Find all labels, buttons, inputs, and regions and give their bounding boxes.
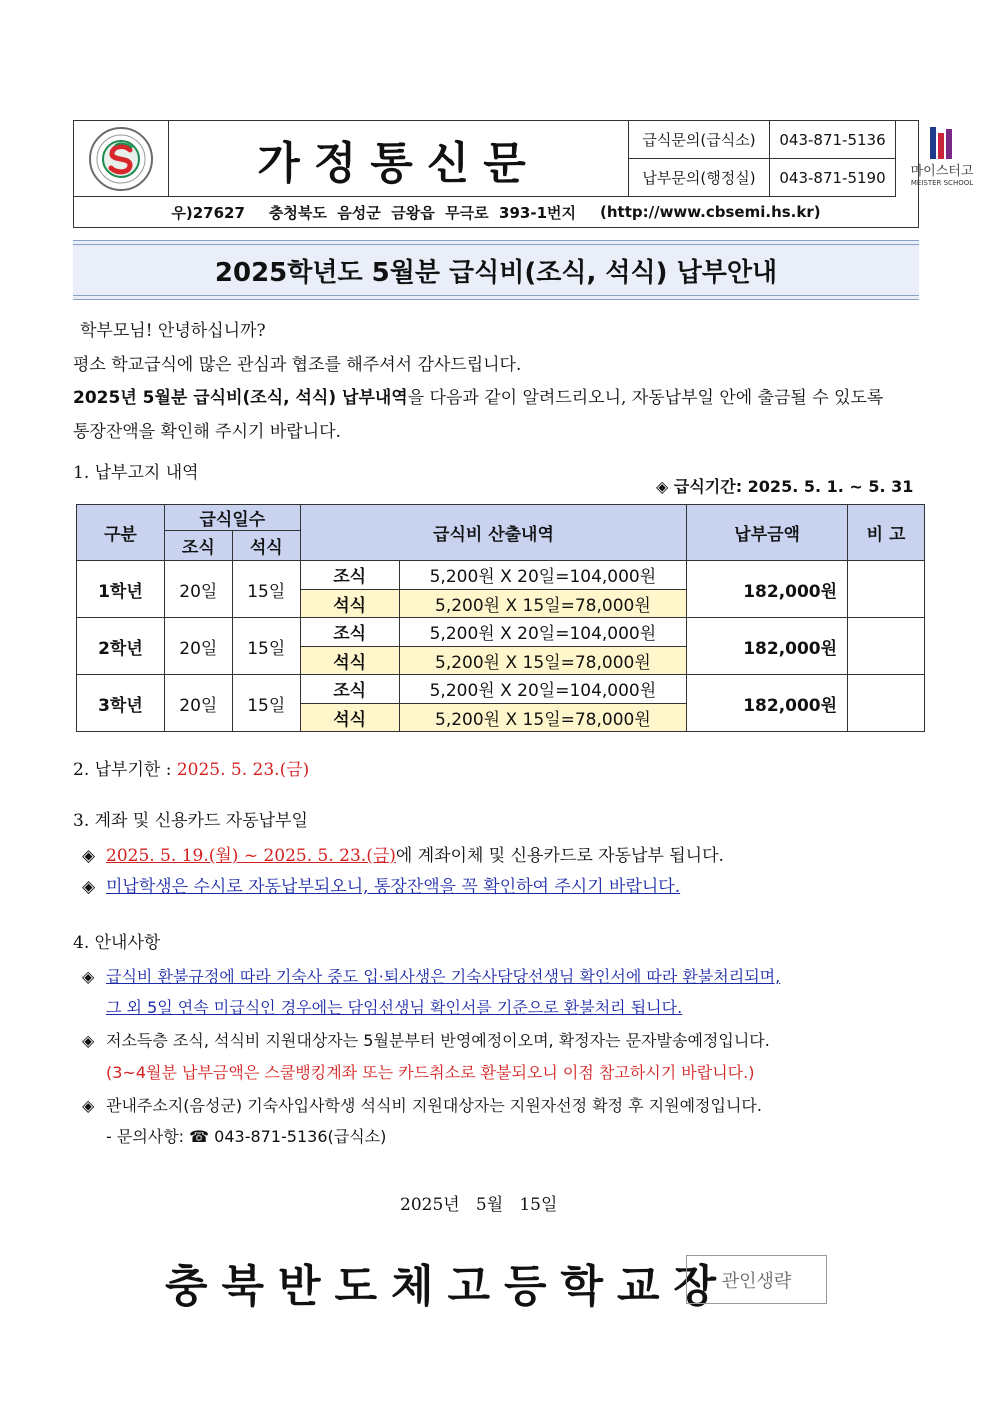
payment-inquiry-label: 납부문의(행정실)	[629, 159, 770, 197]
dinner-label: 석식	[300, 589, 399, 618]
dinner-days: 15일	[232, 618, 300, 675]
auto-pay-text: 에 계좌이체 및 신용카드로 자동납부 됩니다.	[395, 846, 724, 866]
note-cell	[848, 561, 925, 618]
note-cell	[848, 618, 925, 675]
diamond-bullet-icon: ◈	[82, 846, 96, 866]
diamond-bullet-icon: ◈	[82, 967, 95, 986]
notice-title: 2025학년도 5월분 급식비(조식, 석식) 납부안내	[214, 257, 778, 288]
local-resident-support: 관내주소지(음성군) 기숙사입사학생 석식비 지원대상자는 지원자선정 확정 후 지원예정입니다.	[106, 1096, 762, 1115]
meister-school-logo	[901, 125, 983, 195]
breakfast-calc: 5,200원 X 20일=104,000원	[399, 675, 687, 704]
greeting: 학부모님! 안녕하십니까?	[80, 321, 266, 341]
meister-bars-icon	[922, 125, 962, 161]
header-category: 구분	[77, 505, 165, 561]
header-dinner: 석식	[232, 531, 300, 561]
intro-bold: 2025년 5월분 급식비(조식, 석식) 납부내역	[73, 388, 408, 408]
breakfast-days: 20일	[164, 675, 232, 732]
amount-cell: 182,000원	[687, 675, 848, 732]
grade-cell: 1학년	[77, 561, 165, 618]
meister-text: 마이스터고	[910, 164, 974, 179]
school-logo	[74, 121, 169, 197]
breakfast-days: 20일	[164, 561, 232, 618]
breakfast-calc: 5,200원 X 20일=104,000원	[399, 561, 687, 590]
auto-pay-dates: 2025. 5. 19.(월) ~ 2025. 5. 23.(금)	[106, 846, 396, 866]
contact-line: - 문의사항: ☎ 043-871-5136(급식소)	[106, 1127, 387, 1146]
low-income-support: 저소득층 조식, 석식비 지원대상자는 5월분부터 반영예정이오며, 확정자는 문자발송예정입니다.	[106, 1031, 770, 1050]
diamond-bullet-icon: ◈	[82, 1031, 95, 1050]
header-meal-days: 급식일수	[164, 505, 300, 531]
section4-title: 4. 안내사항	[73, 933, 161, 953]
intro-rest: 을 다음과 같이 알려드리오니, 자동납부일 안에 출금될 수 있도록	[407, 388, 884, 408]
breakfast-calc: 5,200원 X 20일=104,000원	[399, 618, 687, 647]
amount-cell: 182,000원	[687, 618, 848, 675]
table-row	[77, 675, 925, 704]
principal-signature: 충북반도체고등학교장	[165, 1261, 731, 1312]
address-row	[74, 197, 918, 227]
dinner-calc: 5,200원 X 15일=78,000원	[399, 703, 687, 732]
grade-cell: 3학년	[77, 675, 165, 732]
meister-subtext: MEISTER SCHOOL	[910, 179, 974, 187]
section3-item-2	[82, 876, 680, 898]
intro-line-2: 평소 학교급식에 많은 관심과 협조를 해주셔서 감사드립니다.	[73, 355, 522, 375]
dinner-days: 15일	[232, 675, 300, 732]
note-cell	[848, 675, 925, 732]
dinner-days: 15일	[232, 561, 300, 618]
section2-deadline	[73, 759, 309, 781]
meal-inquiry-label: 급식문의(급식소)	[629, 121, 770, 159]
deadline-label: 2. 납부기한 :	[73, 760, 177, 780]
section1-title: 1. 납부고지 내역	[73, 463, 199, 483]
meal-inquiry-phone: 043-871-5136	[770, 121, 896, 159]
fee-table	[76, 504, 925, 732]
breakfast-label: 조식	[300, 561, 399, 590]
section3-item-1	[82, 845, 724, 867]
breakfast-label: 조식	[300, 618, 399, 647]
dinner-label: 석식	[300, 646, 399, 675]
intro-line-3	[73, 387, 883, 409]
dinner-label: 석식	[300, 703, 399, 732]
table-row	[77, 618, 925, 647]
grade-cell: 2학년	[77, 618, 165, 675]
header-calc: 급식비 산출내역	[300, 505, 686, 561]
meal-period: ◈ 급식기간: 2025. 5. 1. ~ 5. 31	[656, 477, 914, 496]
header-breakfast: 조식	[164, 531, 232, 561]
header-amount: 납부금액	[687, 505, 848, 561]
unpaid-notice: 미납학생은 수시로 자동납부되오니, 통장잔액을 꼭 확인하여 주시기 바랍니다.	[106, 877, 681, 897]
section3-title: 3. 계좌 및 신용카드 자동납부일	[73, 811, 308, 831]
zip-code: 우)27627	[171, 203, 245, 222]
header-note: 비 고	[848, 505, 925, 561]
intro-line-4: 통장잔액을 확인해 주시기 바랍니다.	[73, 422, 341, 442]
refund-note: (3~4월분 납부금액은 스쿨뱅킹계좌 또는 카드취소로 환불되오니 이점 참고하시기 바랍니다.)	[106, 1063, 755, 1082]
section4-item-1-cont	[106, 997, 682, 1019]
refund-rule-line2: 그 외 5일 연속 미급식인 경우에는 담임선생님 확인서를 기준으로 환불처리 됩니다.	[106, 998, 683, 1017]
dinner-calc: 5,200원 X 15일=78,000원	[399, 646, 687, 675]
payment-inquiry-phone: 043-871-5190	[770, 159, 896, 197]
table-row	[77, 561, 925, 590]
breakfast-label: 조식	[300, 675, 399, 704]
section4-item-1	[82, 966, 780, 988]
deadline-date: 2025. 5. 23.(금)	[176, 760, 310, 780]
school-emblem-icon	[88, 126, 154, 192]
diamond-bullet-icon: ◈	[82, 877, 96, 897]
breakfast-days: 20일	[164, 618, 232, 675]
section4-item-2	[82, 1030, 770, 1052]
refund-rule-line1: 급식비 환불규정에 따라 기숙사 중도 입·퇴사생은 기숙사담당선생님 확인서에 따라 환불처리되며,	[106, 967, 781, 986]
issue-date: 2025년 5월 15일	[400, 1195, 558, 1215]
notice-title-banner	[73, 240, 919, 300]
street-address: 충청북도 음성군 금왕읍 무극로 393-1번지	[268, 203, 576, 222]
document-header	[73, 120, 974, 228]
dinner-calc: 5,200원 X 15일=78,000원	[399, 589, 687, 618]
school-url[interactable]: (http://www.cbsemi.hs.kr)	[600, 203, 821, 221]
official-seal-omitted: 관인생략	[686, 1255, 827, 1304]
amount-cell: 182,000원	[687, 561, 848, 618]
page-title: 가정통신문	[169, 121, 629, 197]
section4-item-3	[82, 1095, 762, 1117]
diamond-bullet-icon: ◈	[82, 1096, 95, 1115]
